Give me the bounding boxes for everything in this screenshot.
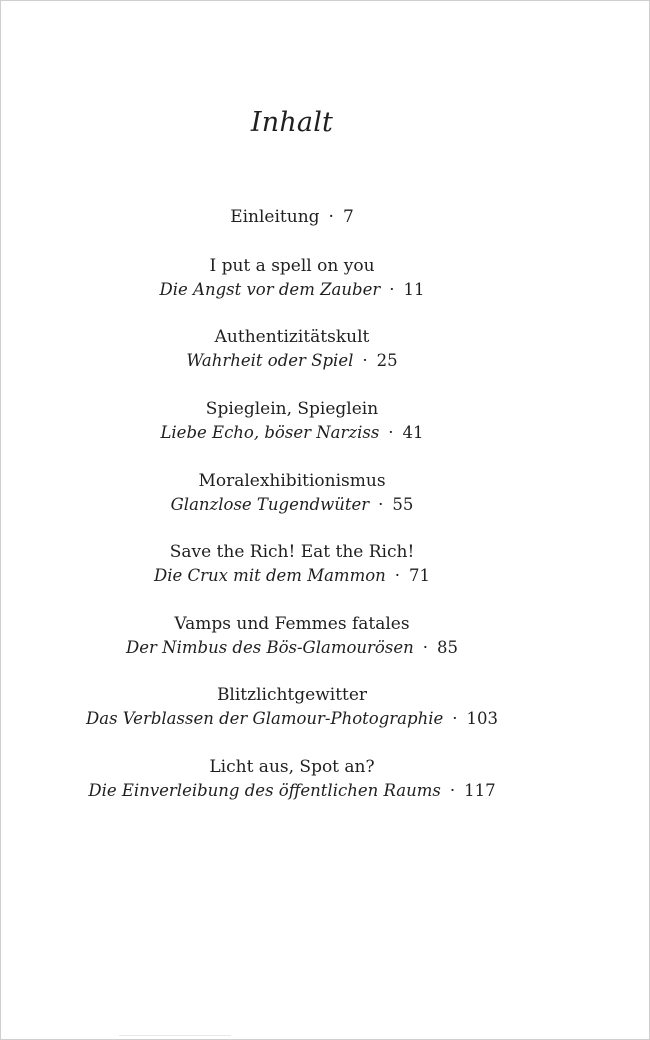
toc-entry [1,255,583,301]
chapter-title: Vamps und Femmes fatales [174,614,410,634]
page-number: 55 [392,495,414,514]
chapter-title: Authentizitätskult [214,327,370,347]
page-number: 11 [403,280,425,299]
chapter-title: Spieglein, Spieglein [205,399,379,419]
chapter-title: Einleitung [230,207,320,227]
page-number: 71 [409,566,431,585]
separator-dot: · [362,351,368,370]
page-number: 103 [466,709,498,728]
chapter-subtitle: Die Crux mit dem Mammon [153,566,386,585]
separator-dot: · [449,781,456,800]
chapter-title: Moralexhibitionismus [198,471,386,491]
toc-entry [1,613,583,659]
chapter-subtitle: Glanzlose Tugendwüter [170,495,370,514]
page-title: Inhalt [250,107,334,138]
chapter-subtitle: Der Nimbus des Bös-Glamourösen [126,638,414,657]
toc-entry [1,398,583,444]
separator-dot: · [452,709,458,728]
page-number: 85 [436,638,458,657]
toc-subline [1,493,583,516]
toc-entry [1,541,583,587]
page-number: 117 [464,781,496,800]
chapter-title: I put a spell on you [209,256,375,276]
toc-subline [1,707,583,730]
toc-entry [1,756,583,802]
chapter-subtitle: Wahrheit oder Spiel [186,351,354,370]
toc-entry [1,326,583,372]
toc-entry [1,684,583,730]
separator-dot: · [394,566,401,585]
page-number: 25 [376,351,398,370]
separator-dot: · [422,638,428,657]
bleed-through-mark [119,1035,231,1040]
separator-dot: · [378,495,384,514]
toc-subline [1,421,583,444]
toc-subline [1,779,583,802]
page-number: 7 [342,207,354,227]
separator-dot: · [388,423,394,442]
toc-line [1,206,583,229]
separator-dot: · [328,207,334,227]
chapter-subtitle: Liebe Echo, böser Narziss [160,423,380,442]
toc-subline [1,564,583,587]
page-number: 41 [402,423,424,442]
chapter-subtitle: Die Angst vor dem Zauber [159,280,381,299]
chapter-title: Save the Rich! Eat the Rich! [169,542,415,562]
toc-entry [1,470,583,516]
separator-dot: · [389,280,395,299]
chapter-subtitle: Die Einverleibung des öffentlichen Raums [88,781,441,800]
chapter-subtitle: Das Verblassen der Glamour-Photographie [86,709,444,728]
chapter-title: Blitzlichtgewitter [216,685,368,705]
toc-subline [1,278,583,301]
chapter-title: Licht aus, Spot an? [209,757,375,777]
toc-entry-einleitung [1,206,583,229]
toc-subline [1,349,583,372]
toc-subline [1,636,583,659]
